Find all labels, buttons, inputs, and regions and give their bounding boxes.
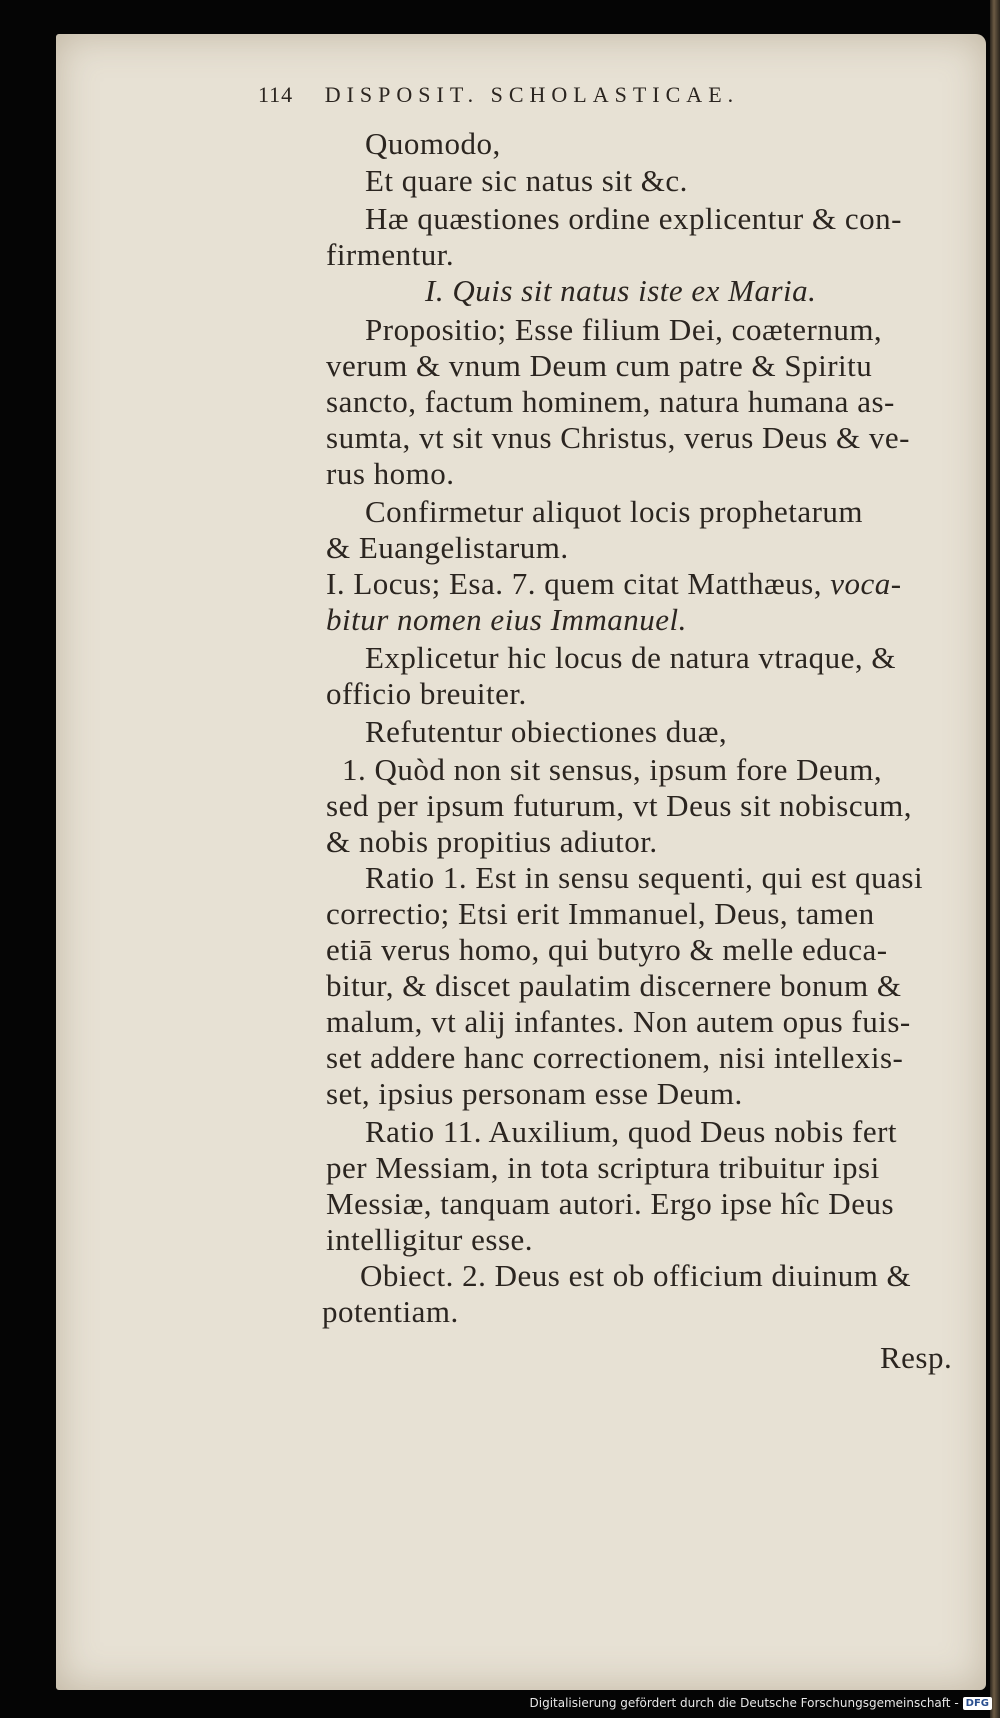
running-head: [258, 82, 858, 108]
text-line: I. Quis sit natus iste ex Maria.: [425, 273, 817, 308]
text-line: sumta, vt sit vnus Christus, verus Deus & ve-: [326, 420, 910, 455]
text-line: 1. Quòd non sit sensus, ipsum fore Deum,: [342, 752, 883, 787]
text-line: etiā verus homo, qui butyro & melle educa-: [326, 932, 888, 967]
text-line: & Euangelistarum.: [326, 530, 569, 565]
text-line: Ratio 1. Est in sensu sequenti, qui est quasi: [365, 860, 924, 895]
credit-text: Digitalisierung gefördert durch die Deutsche Forschungsgemeinschaft -: [529, 1696, 959, 1710]
book-edge: [990, 0, 1000, 1718]
page-number: 114: [258, 82, 294, 107]
text-line: Messiæ, tanquam autori. Ergo ipse hîc Deus: [326, 1186, 895, 1221]
text-line: set addere hanc correctionem, nisi intellexis-: [326, 1040, 904, 1075]
text-line: Resp.: [880, 1340, 953, 1375]
text-line: potentiam.: [322, 1294, 459, 1329]
text-line: bitur nomen eius Immanuel.: [326, 602, 687, 637]
text-line: sed per ipsum futurum, vt Deus sit nobiscum,: [326, 788, 912, 823]
text-line: Ratio 11. Auxilium, quod Deus nobis fert: [365, 1114, 898, 1149]
text-line: verum & vnum Deum cum patre & Spiritu: [326, 348, 873, 383]
text-line: correctio; Etsi erit Immanuel, Deus, tamen: [326, 896, 875, 931]
text-line: firmentur.: [326, 237, 455, 272]
digitization-credit: [530, 1696, 993, 1710]
text-line: bitur, & discet paulatim discernere bonum &: [326, 968, 902, 1003]
text-line: per Messiam, in tota scriptura tribuitur ipsi: [326, 1150, 880, 1185]
text-line: I. Locus; Esa. 7. quem citat Matthæus, voca-: [326, 566, 902, 601]
text-line: set, ipsius personam esse Deum.: [326, 1076, 743, 1111]
text-line: & nobis propitius adiutor.: [326, 824, 658, 859]
running-title: DISPOSIT. SCHOLASTICAE.: [324, 82, 740, 107]
text-line: officio breuiter.: [326, 676, 527, 711]
text-line: Refutentur obiectiones duæ,: [365, 714, 728, 749]
text-line: rus homo.: [326, 456, 455, 491]
text-line: malum, vt alij infantes. Non autem opus fuis-: [326, 1004, 911, 1039]
text-line: Et quare sic natus sit &c.: [365, 163, 688, 198]
text-line: Quomodo,: [365, 126, 501, 161]
text-line: sancto, factum hominem, natura humana as-: [326, 384, 895, 419]
text-line: Obiect. 2. Deus est ob officium diuinum &: [360, 1258, 912, 1293]
text-line: Propositio; Esse filium Dei, coæternum,: [365, 312, 883, 347]
text-line: Confirmetur aliquot locis prophetarum: [365, 494, 864, 529]
text-line: intelligitur esse.: [326, 1222, 534, 1257]
text-line: Hæ quæstiones ordine explicentur & con-: [365, 201, 902, 236]
dfg-logo-icon: DFG: [963, 1697, 992, 1710]
text-line: Explicetur hic locus de natura vtraque, &: [365, 640, 896, 675]
